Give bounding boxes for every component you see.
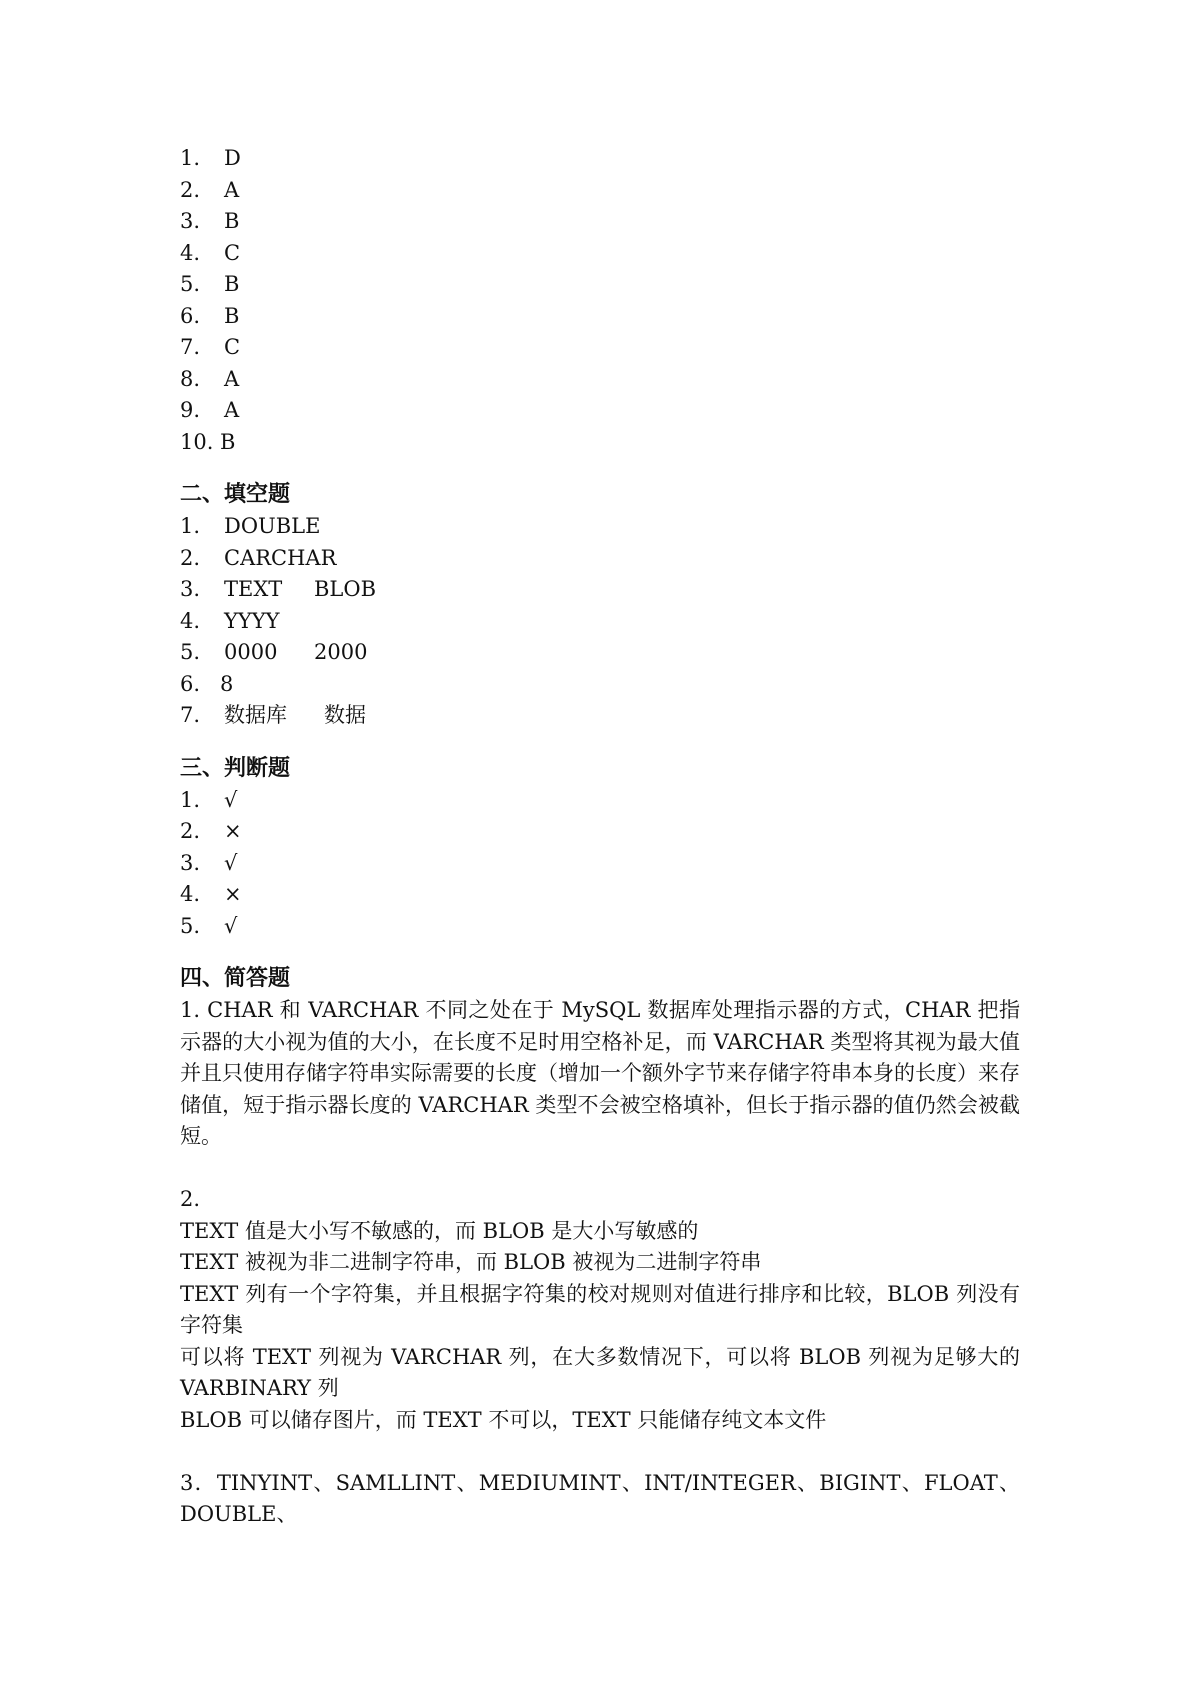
list-item: [180, 848, 1020, 880]
item-answer-second: 2000: [314, 640, 368, 664]
item-answer: A: [224, 366, 240, 391]
item-number: 7.: [180, 335, 201, 359]
item-number: 5.: [180, 272, 201, 296]
list-item: [180, 301, 1020, 333]
item-number: 4.: [180, 882, 201, 906]
item-number: 5.: [180, 913, 201, 938]
blank-line: [180, 1153, 1020, 1185]
short-answer-2-line: 可以将 TEXT 列视为 VARCHAR 列，在大多数情况下，可以将 BLOB 列视为足够大的 VARBINARY 列: [180, 1344, 1020, 1400]
short-answer-2-line: TEXT 值是大小写不敏感的，而 BLOB 是大小写敏感的: [180, 1218, 699, 1243]
item-answer: 8: [220, 671, 234, 696]
item-number: 3.: [180, 850, 201, 875]
item-answer-second: 数据: [324, 703, 366, 727]
short-answer-2-line: TEXT 列有一个字符集，并且根据字符集的校对规则对值进行排序和比较，BLOB 列没有字符集: [180, 1281, 1020, 1337]
item-answer: B: [220, 429, 236, 454]
item-answer: CARCHAR: [224, 545, 337, 570]
list-item: [180, 143, 1020, 175]
item-number: 8.: [180, 366, 201, 391]
item-number: 7.: [180, 703, 201, 727]
check-mark-icon: √: [224, 913, 238, 938]
list-item: [180, 606, 1020, 638]
list-item: [180, 543, 1020, 575]
section-heading-short-answer: 四、简答题: [180, 966, 291, 991]
list-item: [180, 879, 1020, 911]
list-item: [180, 816, 1020, 848]
item-number: 6.: [180, 303, 201, 328]
item-answer: A: [224, 398, 240, 422]
item-answer: 0000: [224, 640, 278, 664]
item-number: 6.: [180, 671, 201, 696]
item-answer: D: [224, 146, 241, 170]
item-number: 4.: [180, 608, 201, 633]
list-item: [180, 637, 1020, 669]
cross-mark-icon: ×: [224, 882, 242, 906]
item-number: 1.: [180, 146, 201, 170]
item-number: 3.: [180, 209, 201, 233]
list-item: [180, 785, 1020, 817]
item-answer: C: [224, 240, 241, 265]
list-item: [180, 911, 1020, 943]
item-number: 4.: [180, 240, 201, 265]
short-answer-2-line: TEXT 被视为非二进制字符串，而 BLOB 被视为二进制字符串: [180, 1250, 762, 1274]
item-answer: B: [224, 209, 240, 233]
item-answer-second: BLOB: [314, 577, 377, 601]
list-item: [180, 332, 1020, 364]
list-item: [180, 238, 1020, 270]
item-number: 2.: [180, 545, 201, 570]
item-answer: DOUBLE: [224, 514, 321, 538]
list-item: [180, 574, 1020, 606]
item-number: 10.: [180, 429, 214, 454]
list-item: [180, 206, 1020, 238]
list-item: [180, 669, 1020, 701]
check-mark-icon: √: [224, 787, 238, 812]
item-answer: C: [224, 335, 241, 359]
list-item: [180, 700, 1020, 732]
section-heading-fill-blank: 二、填空题: [180, 482, 291, 507]
check-mark-icon: √: [224, 850, 238, 875]
item-number: 1.: [180, 787, 201, 812]
list-item: [180, 395, 1020, 427]
item-answer: B: [224, 272, 240, 296]
choice-answer-list: [180, 143, 1020, 458]
item-number: 3.: [180, 577, 201, 601]
item-answer: YYYY: [224, 608, 280, 633]
short-answer-2-line: BLOB 可以储存图片，而 TEXT 不可以，TEXT 只能储存纯文本文件: [180, 1407, 827, 1432]
item-number: 2.: [180, 177, 201, 202]
blank-line: [180, 1436, 1020, 1468]
item-number: 1.: [180, 514, 201, 538]
item-answer: A: [224, 177, 240, 202]
list-item: [180, 511, 1020, 543]
section-heading-true-false: 三、判断题: [180, 755, 291, 781]
list-item: [180, 364, 1020, 396]
item-number: 5.: [180, 640, 201, 664]
fill-blank-list: [180, 511, 1020, 732]
list-item: [180, 427, 1020, 459]
list-item: [180, 175, 1020, 207]
answer-document: [180, 143, 1020, 1531]
item-answer: 数据库: [224, 703, 287, 727]
cross-mark-icon: ×: [224, 819, 242, 843]
item-number: 2.: [180, 819, 201, 843]
item-answer: B: [224, 303, 240, 328]
list-item: [180, 269, 1020, 301]
item-number: 9.: [180, 398, 201, 422]
short-answer-3: 3．TINYINT、SAMLLINT、MEDIUMINT、INT/INTEGER、BIGINT、FLOAT、DOUBLE、: [180, 1470, 1020, 1526]
item-answer: TEXT: [224, 577, 283, 601]
true-false-list: [180, 785, 1020, 943]
short-answer-1: 1. CHAR 和 VARCHAR 不同之处在于 MySQL 数据库处理指示器的方式，CHAR 把指示器的大小视为值的大小，在长度不足时用空格补足，而 VARCHAR 类型将其视为最大值并且只使用存储字符串实际需要的长度（增加一个额外字节来存储字符串本身的长度）来存储值，短于指示器长度的 VARCHAR 类型不会被空格填补，但长于指示器的值仍然会被截短。: [180, 998, 1020, 1148]
short-answer-2-label: 2.: [180, 1187, 201, 1211]
